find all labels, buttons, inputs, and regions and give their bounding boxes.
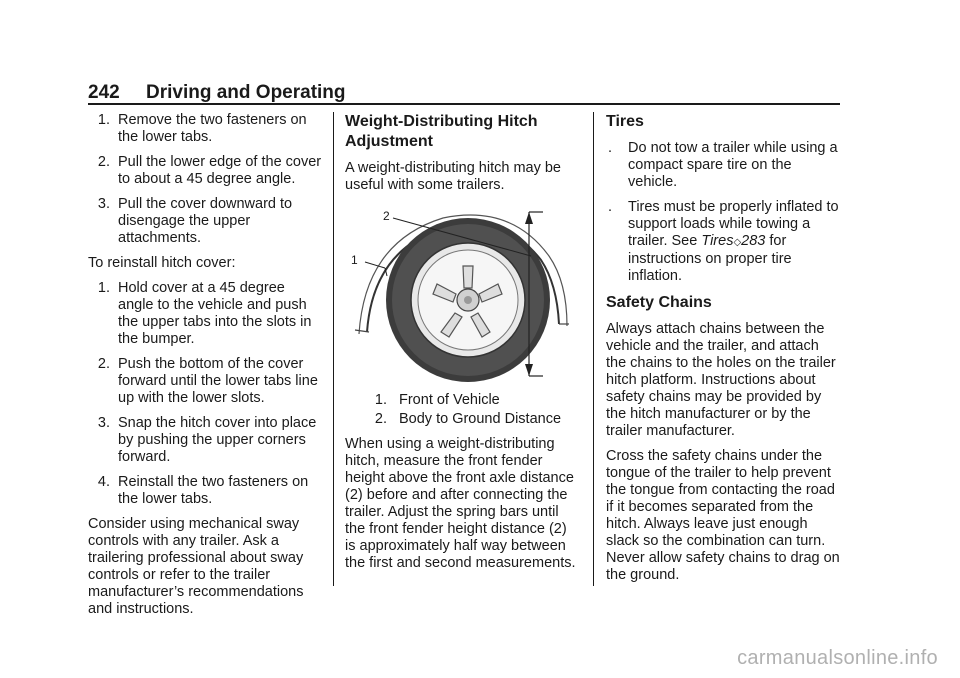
- column-middle: [345, 112, 579, 580]
- watermark: carmanualsonline.info: [737, 647, 938, 669]
- column-right: [606, 112, 842, 592]
- hitch-body: When using a weight-distributing hitch, measure the front fender height above the front axle distance (2) before and after connecting the trailer. Adjust the spring bars until the front fender height distance (2) is approximately half way between the first and second measurements.: [345, 436, 576, 571]
- tires-bullets: [606, 140, 842, 285]
- list-item: . Do not tow a trailer while using a compact spare tire on the vehicle.: [608, 140, 838, 190]
- header-rule: [88, 103, 840, 105]
- list-item: 2. Body to Ground Distance: [374, 411, 562, 427]
- list-item: 1. Hold cover at a 45 degree angle to the vehicle and push the upper tabs into the slots in the bumper.: [97, 280, 312, 347]
- list-item: 3. Snap the hitch cover into place by pushing the upper corners forward.: [97, 415, 317, 465]
- column-left: [88, 112, 324, 626]
- tires-heading: Tires: [606, 113, 644, 130]
- chains-paragraph-2: Cross the safety chains under the tongue of the trailer to help prevent the tongue from contacting the road if it becomes separated from the hitch. Always leave just enough slack so the combination can turn. Never allow safety chains to drag on the ground.: [606, 448, 840, 583]
- column-divider: [333, 112, 334, 586]
- list-item: 1. Front of Vehicle: [374, 392, 500, 408]
- page-header: [88, 82, 840, 104]
- removal-steps: [88, 112, 324, 247]
- wheel-illustration: [345, 204, 579, 382]
- page-number: 242: [88, 82, 120, 103]
- list-item: 2. Push the bottom of the cover forward until the lower tabs line up with the lower slots.: [97, 356, 318, 406]
- chains-heading: Safety Chains: [606, 294, 712, 311]
- hitch-heading: Weight-Distributing Hitch Adjustment: [345, 113, 538, 150]
- list-item: 3. Pull the cover downward to disengage the upper attachments.: [97, 196, 293, 246]
- hitch-intro: A weight-distributing hitch may be useful with some trailers.: [345, 160, 561, 193]
- list-item: 4. Reinstall the two fasteners on the lower tabs.: [97, 474, 309, 507]
- reinstall-intro: To reinstall hitch cover:: [88, 255, 236, 271]
- callout-2: 2: [383, 209, 390, 223]
- wheel-diagram: [345, 204, 579, 382]
- chains-paragraph-1: Always attach chains between the vehicle and the trailer, and attach the chains to the holes on the trailer hitch platform. Instructions about safety chains may be provided by the hitch manufacturer or by the trailer manufacturer.: [606, 321, 836, 439]
- callout-1: 1: [351, 253, 358, 267]
- tires-page-link[interactable]: 283: [741, 233, 766, 249]
- list-item: . Tires must be properly inflated to support loads while towing a trailer. See Tires◇283 for instructions on proper tire inflation.: [608, 199, 839, 284]
- section-title: Driving and Operating: [146, 82, 346, 103]
- sway-paragraph: Consider using mechanical sway controls with any trailer. Ask a trailering professional about sway controls or refer to the trailer manufacturer’s recommendations and instructions.: [88, 516, 304, 617]
- reinstall-steps: [88, 280, 324, 508]
- list-item: 1. Remove the two fasteners on the lower tabs.: [97, 112, 307, 145]
- cross-reference-icon: ◇: [733, 237, 742, 248]
- column-divider: [593, 112, 594, 586]
- list-item: 2. Pull the lower edge of the cover to about a 45 degree angle.: [97, 154, 322, 187]
- figure-captions: [345, 392, 579, 428]
- tires-link[interactable]: Tires: [701, 233, 734, 249]
